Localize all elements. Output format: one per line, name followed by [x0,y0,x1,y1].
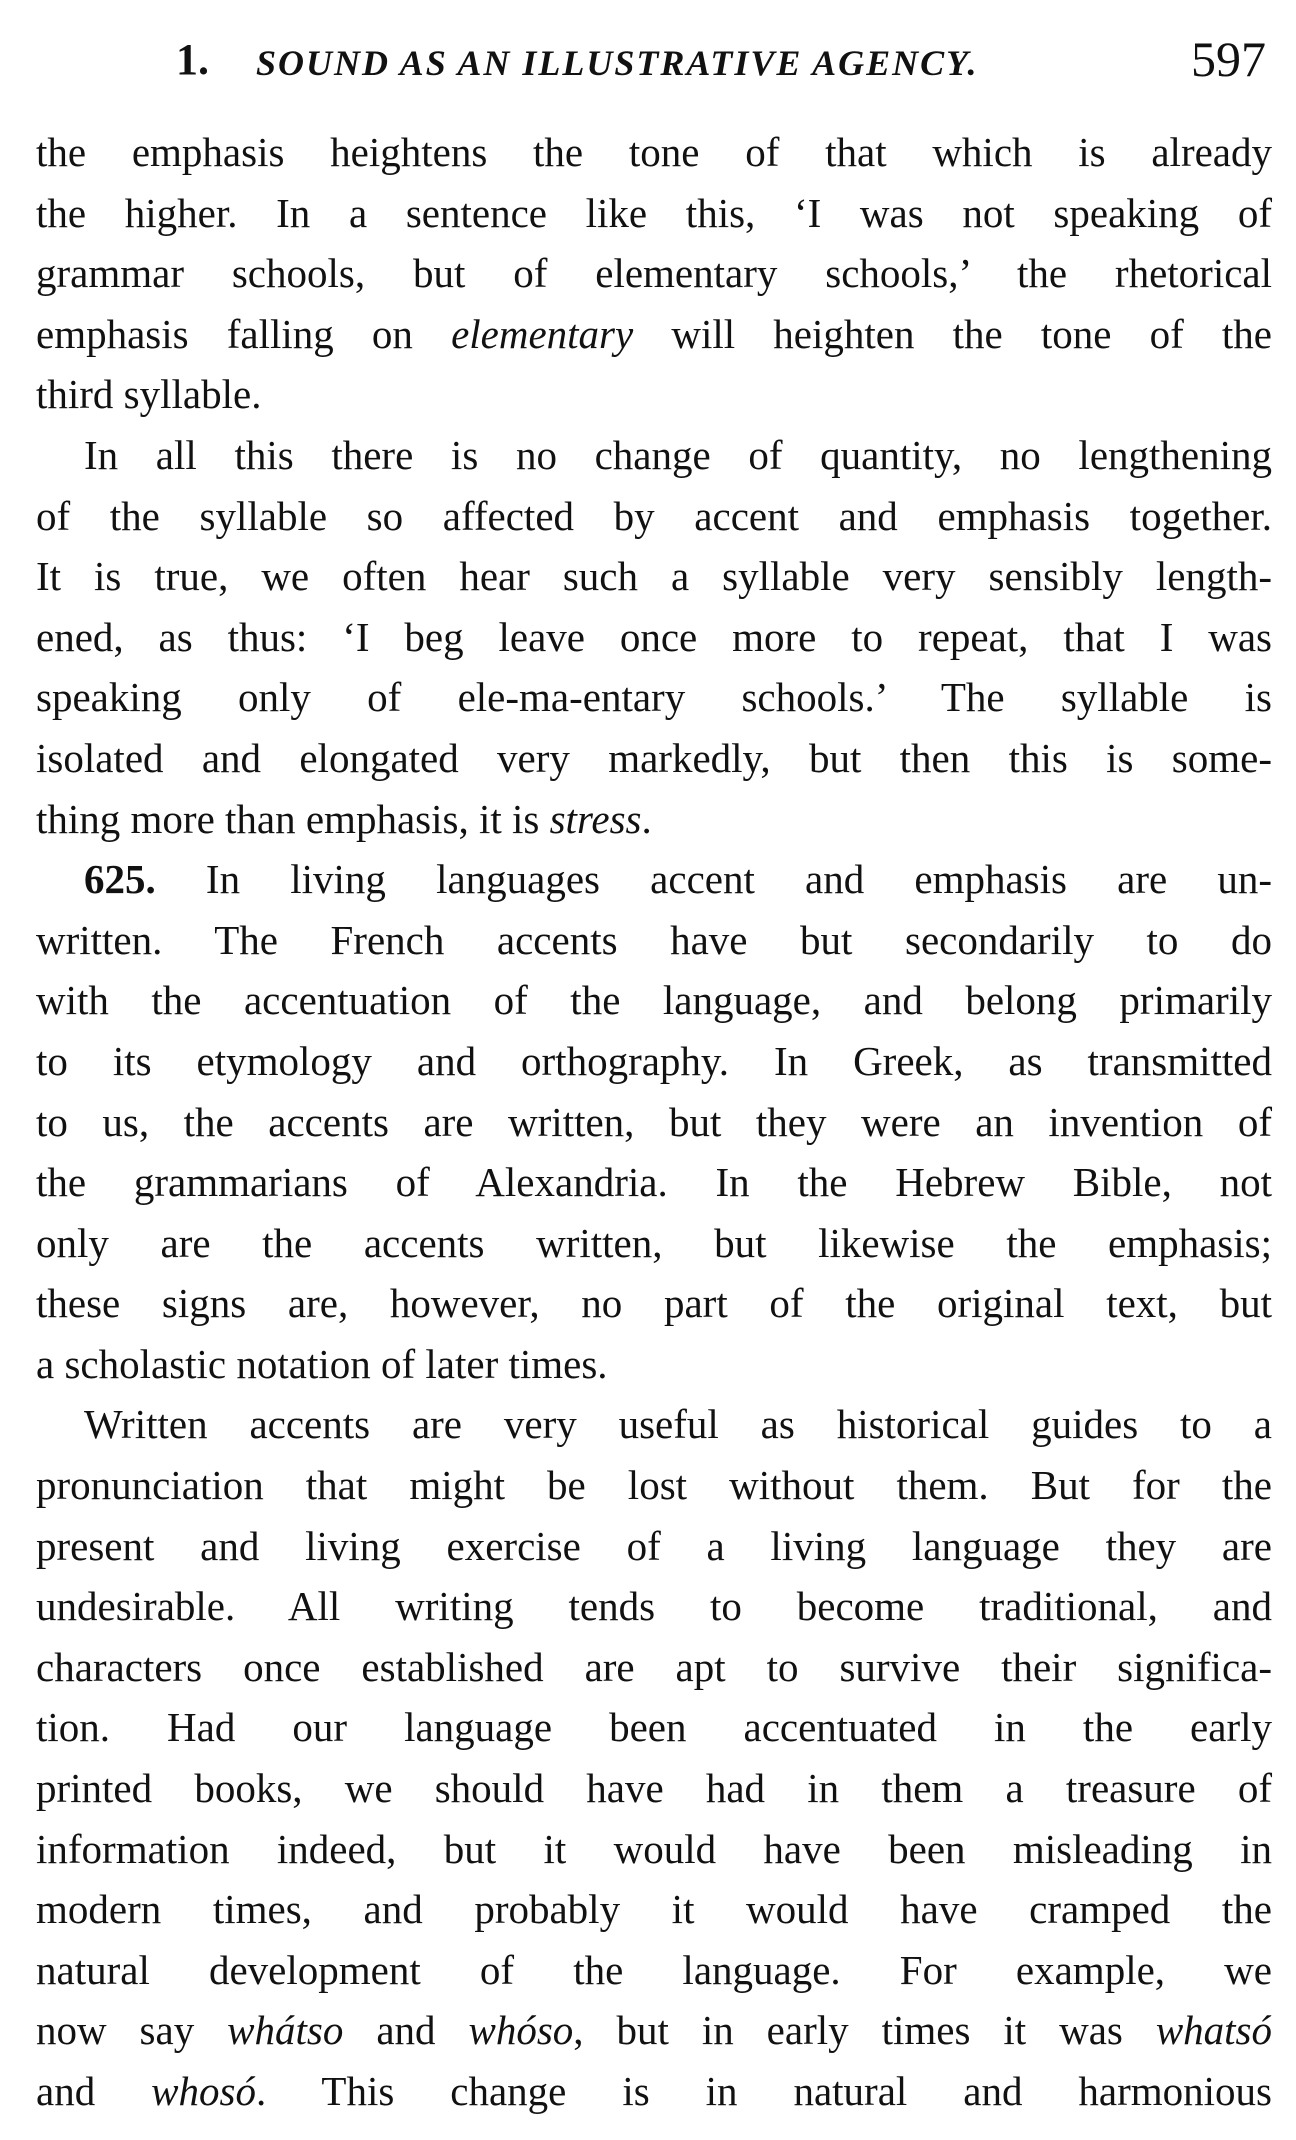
emphasized-word: elementary [451,310,634,357]
text-run: and [343,2007,469,2054]
text-line: present and living exercise of a living language they are [36,1522,1272,1569]
paragraph-start-line: In all this there is no change of quantity, no lengthening [84,431,1272,478]
text-run: now say [36,2007,228,2054]
text-line [36,2000,1272,2061]
text-line: isolated and elongated very markedly, but then this is some- [36,734,1272,781]
emphasized-word: whatsó [1155,2007,1273,2054]
text-line: tion. Had our language been accentuated in the early [36,1704,1272,1751]
emphasized-word: stress [549,795,642,842]
text-line: these signs are, however, no part of the original text, but [36,1280,1272,1327]
paragraph-start-line: Written accents are very useful as historical guides to a [84,1401,1272,1448]
text-line: pronunciation that might be lost without them. But for the [36,1462,1272,1509]
text-line: with the accentuation of the language, and belong primarily [36,977,1272,1024]
chapter-title: SOUND AS AN ILLUSTRATIVE AGENCY. [256,43,979,83]
emphasized-word: whóso [468,2007,574,2054]
body-text [36,122,1272,2122]
text-run: . This change is in natural and harmonious [255,2068,1272,2114]
text-line: the grammarians of Alexandria. In the Hebrew Bible, not [36,1159,1272,1206]
section-number: 625. [84,856,156,903]
running-header [36,28,1266,108]
text-line: characters once established are apt to survive their significa- [36,1643,1272,1690]
text-run: In living languages accent and emphasis are un- [155,856,1272,903]
text-line [36,304,1272,365]
section-start-line [36,849,1272,910]
text-line: printed books, we should have had in them a treasure of [36,1765,1272,1812]
text-line: only are the accents written, but likewise the emphasis; [36,1219,1272,1266]
text-line: ened, as thus: ‘I beg leave once more to repeat, that I was [36,613,1272,660]
text-line: written. The French accents have but secondarily to do [36,916,1272,963]
text-line: the higher. In a sentence like this, ‘I was not speaking of [36,189,1272,236]
emphasized-word: whosó [151,2068,256,2114]
text-line: third syllable. [36,371,262,418]
text-line: to us, the accents are written, but they were an invention of [36,1098,1272,1145]
text-line: It is true, we often hear such a syllable very sensibly length- [36,553,1272,600]
text-line: speaking only of ele-ma-entary schools.’ The syllable is [36,674,1272,721]
text-line: information indeed, but it would have been misleading in [36,1825,1272,1872]
text-run: thing more than emphasis, it is [36,795,550,842]
text-line: grammar schools, but of elementary schools,’ the rhetorical [36,250,1272,297]
text-line [36,2061,1272,2122]
text-run: will heighten the tone of the [633,310,1272,357]
page-number: 597 [1191,31,1266,87]
text-run: , but in early times it was [573,2007,1156,2054]
text-line: undesirable. All writing tends to become traditional, and [36,1583,1272,1630]
text-line: to its etymology and orthography. In Greek, as transmitted [36,1037,1272,1084]
text-line: modern times, and probably it would have cramped the [36,1886,1272,1933]
text-line: of the syllable so affected by accent and emphasis together. [36,492,1272,539]
text-run: emphasis falling on [36,310,452,357]
text-run: and [36,2068,152,2114]
text-line: the emphasis heightens the tone of that which is already [36,129,1272,175]
text-line: a scholastic notation of later times. [36,1340,608,1387]
chapter-number: 1. [176,35,209,84]
text-line [36,789,1272,850]
text-run: . [641,795,652,842]
emphasized-word: whátso [227,2007,344,2054]
text-line: natural development of the language. For example, we [36,1946,1272,1993]
